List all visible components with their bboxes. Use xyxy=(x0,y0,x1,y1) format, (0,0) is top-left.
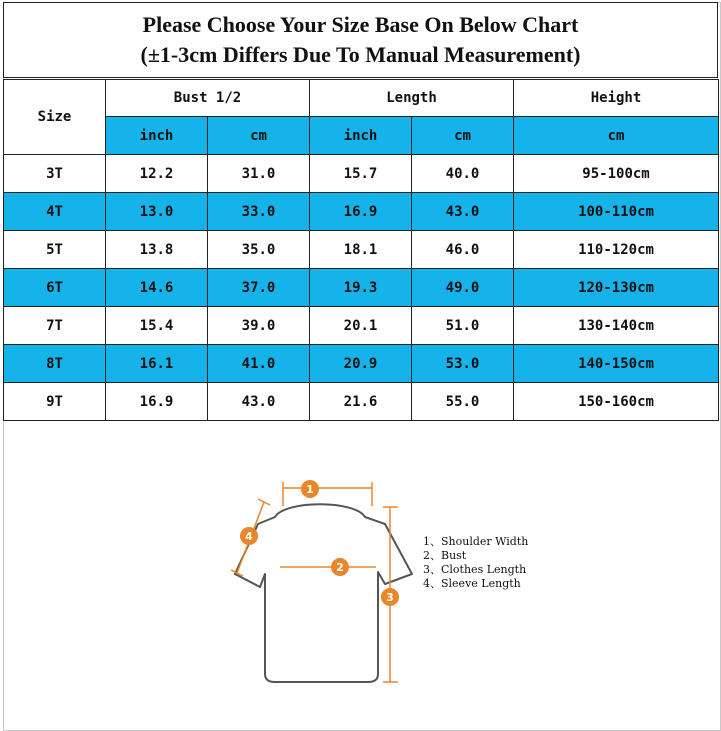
cell-size: 5T xyxy=(4,231,106,269)
cell-bust-cm: 41.0 xyxy=(208,345,310,383)
cell-length-inch: 21.6 xyxy=(310,383,412,421)
cell-length-cm: 55.0 xyxy=(412,383,514,421)
svg-text:3: 3 xyxy=(386,591,394,604)
header-row-units xyxy=(4,117,719,155)
table-row xyxy=(4,231,719,269)
cell-length-cm: 43.0 xyxy=(412,193,514,231)
unit-bust-cm: cm xyxy=(208,117,310,155)
cell-bust-cm: 35.0 xyxy=(208,231,310,269)
cell-bust-inch: 12.2 xyxy=(106,155,208,193)
unit-height-cm: cm xyxy=(514,117,719,155)
cell-length-inch: 18.1 xyxy=(310,231,412,269)
table-row xyxy=(4,307,719,345)
size-table xyxy=(3,79,719,421)
svg-text:1: 1 xyxy=(306,483,314,496)
cell-bust-cm: 31.0 xyxy=(208,155,310,193)
cell-bust-inch: 14.6 xyxy=(106,269,208,307)
cell-height: 120-130cm xyxy=(514,269,719,307)
cell-bust-inch: 16.1 xyxy=(106,345,208,383)
chart-title xyxy=(3,2,718,78)
cell-length-cm: 49.0 xyxy=(412,269,514,307)
tshirt-measurement-diagram xyxy=(180,462,580,722)
cell-bust-cm: 39.0 xyxy=(208,307,310,345)
cell-size: 9T xyxy=(4,383,106,421)
marker-2 xyxy=(331,558,349,576)
svg-text:4: 4 xyxy=(245,530,253,543)
header-row-1 xyxy=(4,80,719,117)
cell-length-inch: 20.9 xyxy=(310,345,412,383)
cell-length-cm: 51.0 xyxy=(412,307,514,345)
unit-length-cm: cm xyxy=(412,117,514,155)
marker-3 xyxy=(381,588,399,606)
cell-size: 6T xyxy=(4,269,106,307)
cell-bust-inch: 13.8 xyxy=(106,231,208,269)
cell-length-inch: 16.9 xyxy=(310,193,412,231)
header-length: Length xyxy=(310,80,514,117)
cell-bust-inch: 15.4 xyxy=(106,307,208,345)
marker-4 xyxy=(240,527,258,545)
marker-1 xyxy=(301,480,319,498)
cell-length-inch: 20.1 xyxy=(310,307,412,345)
legend-sleeve-length: 4、Sleeve Length xyxy=(423,577,521,590)
unit-bust-inch: inch xyxy=(106,117,208,155)
unit-length-inch: inch xyxy=(310,117,412,155)
table-row xyxy=(4,155,719,193)
legend-bust: 2、Bust xyxy=(423,549,467,562)
cell-size: 7T xyxy=(4,307,106,345)
legend-clothes-length: 3、Clothes Length xyxy=(423,563,527,576)
cell-size: 4T xyxy=(4,193,106,231)
cell-length-inch: 15.7 xyxy=(310,155,412,193)
cell-length-cm: 40.0 xyxy=(412,155,514,193)
title-line-1: Please Choose Your Size Base On Below Chart xyxy=(142,12,579,37)
table-row xyxy=(4,383,719,421)
cell-size: 8T xyxy=(4,345,106,383)
cell-bust-inch: 13.0 xyxy=(106,193,208,231)
cell-height: 95-100cm xyxy=(514,155,719,193)
header-height: Height xyxy=(514,80,719,117)
header-bust: Bust 1/2 xyxy=(106,80,310,117)
cell-length-cm: 46.0 xyxy=(412,231,514,269)
table-row xyxy=(4,269,719,307)
cell-height: 150-160cm xyxy=(514,383,719,421)
cell-bust-inch: 16.9 xyxy=(106,383,208,421)
cell-height: 100-110cm xyxy=(514,193,719,231)
cell-length-cm: 53.0 xyxy=(412,345,514,383)
legend-shoulder-width: 1、Shoulder Width xyxy=(423,535,529,548)
cell-bust-cm: 33.0 xyxy=(208,193,310,231)
title-line-2: (±1-3cm Differs Due To Manual Measurement) xyxy=(140,42,581,67)
table-row xyxy=(4,193,719,231)
cell-height: 130-140cm xyxy=(514,307,719,345)
cell-size: 3T xyxy=(4,155,106,193)
header-size: Size xyxy=(4,80,106,155)
table-row xyxy=(4,345,719,383)
diagram-legend xyxy=(423,535,528,590)
cell-length-inch: 19.3 xyxy=(310,269,412,307)
cell-height: 140-150cm xyxy=(514,345,719,383)
cell-bust-cm: 37.0 xyxy=(208,269,310,307)
svg-text:2: 2 xyxy=(336,561,344,574)
cell-height: 110-120cm xyxy=(514,231,719,269)
cell-bust-cm: 43.0 xyxy=(208,383,310,421)
